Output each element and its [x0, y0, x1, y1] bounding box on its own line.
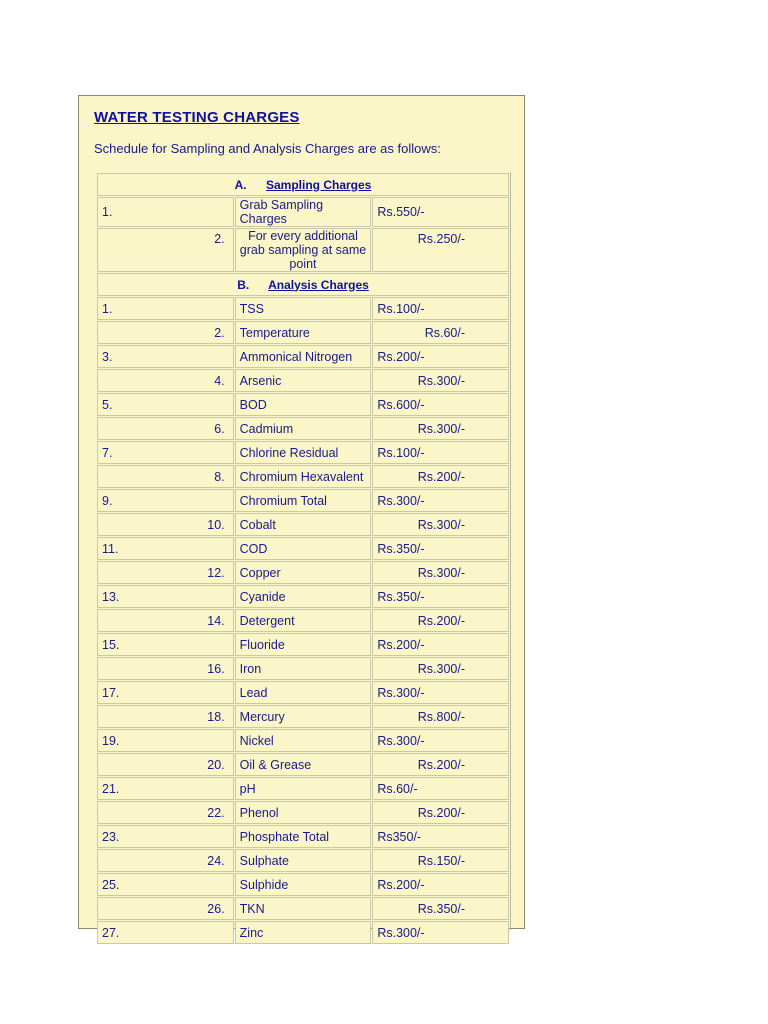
row-number: 17. [97, 681, 234, 704]
table-row [97, 465, 509, 488]
row-number: 6. [97, 417, 234, 440]
row-price: Rs.250/- [372, 228, 509, 272]
row-number: 24. [97, 849, 234, 872]
table-row [97, 777, 509, 800]
row-number: 20. [97, 753, 234, 776]
table-row [97, 417, 509, 440]
row-item-name: Detergent [235, 609, 372, 632]
row-item-name: Chromium Total [235, 489, 372, 512]
row-number: 23. [97, 825, 234, 848]
row-item-name: For every additional grab sampling at same point [235, 228, 372, 272]
row-item-name: Nickel [235, 729, 372, 752]
row-price: Rs.300/- [372, 369, 509, 392]
table-row [97, 609, 509, 632]
row-price: Rs.300/- [372, 729, 509, 752]
table-row [97, 297, 509, 320]
row-price: Rs.100/- [372, 441, 509, 464]
charges-table-body [97, 173, 509, 944]
row-number: 13. [97, 585, 234, 608]
table-row [97, 849, 509, 872]
table-row [97, 345, 509, 368]
row-price: Rs.200/- [372, 465, 509, 488]
row-price: Rs.200/- [372, 753, 509, 776]
table-row [97, 897, 509, 920]
section-header-sampling [97, 173, 509, 196]
table-row [97, 729, 509, 752]
row-number: 8. [97, 465, 234, 488]
row-number: 7. [97, 441, 234, 464]
row-number: 22. [97, 801, 234, 824]
row-item-name: Mercury [235, 705, 372, 728]
row-item-name: Temperature [235, 321, 372, 344]
row-item-name: Chlorine Residual [235, 441, 372, 464]
row-item-name: Grab Sampling Charges [235, 197, 372, 227]
row-price: Rs.300/- [372, 561, 509, 584]
section-label: Sampling Charges [265, 177, 372, 192]
table-row [97, 228, 509, 272]
row-number: 14. [97, 609, 234, 632]
charges-table [96, 172, 510, 945]
row-price: Rs.100/- [372, 297, 509, 320]
row-price: Rs.200/- [372, 345, 509, 368]
row-item-name: Chromium Hexavalent [235, 465, 372, 488]
row-item-name: TKN [235, 897, 372, 920]
table-row [97, 585, 509, 608]
table-row [97, 753, 509, 776]
section-letter: B. [237, 277, 250, 292]
row-item-name: TSS [235, 297, 372, 320]
row-price: Rs.300/- [372, 921, 509, 944]
section-header-analysis [97, 273, 509, 296]
section-header-cell [97, 173, 509, 196]
row-item-name: COD [235, 537, 372, 560]
row-number: 9. [97, 489, 234, 512]
table-row [97, 513, 509, 536]
row-item-name: Sulphate [235, 849, 372, 872]
table-row [97, 537, 509, 560]
row-price: Rs.300/- [372, 681, 509, 704]
row-item-name: Copper [235, 561, 372, 584]
row-item-name: Zinc [235, 921, 372, 944]
row-number: 18. [97, 705, 234, 728]
row-number: 12. [97, 561, 234, 584]
section-label: Analysis Charges [268, 277, 369, 292]
row-price: Rs.60/- [372, 321, 509, 344]
row-price: Rs.350/- [372, 585, 509, 608]
table-row [97, 705, 509, 728]
row-price: Rs.350/- [372, 537, 509, 560]
section-letter: A. [234, 177, 247, 192]
row-number: 25. [97, 873, 234, 896]
row-item-name: Phenol [235, 801, 372, 824]
table-row [97, 561, 509, 584]
table-row [97, 321, 509, 344]
row-price: Rs.150/- [372, 849, 509, 872]
row-item-name: Cyanide [235, 585, 372, 608]
row-number: 3. [97, 345, 234, 368]
row-item-name: Sulphide [235, 873, 372, 896]
table-row [97, 393, 509, 416]
section-header-cell [97, 273, 509, 296]
row-number: 26. [97, 897, 234, 920]
table-edge [510, 172, 511, 930]
row-number: 27. [97, 921, 234, 944]
row-item-name: Lead [235, 681, 372, 704]
row-item-name: Iron [235, 657, 372, 680]
row-number: 2. [97, 228, 234, 272]
row-number: 16. [97, 657, 234, 680]
row-number: 21. [97, 777, 234, 800]
row-item-name: Ammonical Nitrogen [235, 345, 372, 368]
table-row [97, 657, 509, 680]
row-price: Rs.350/- [372, 897, 509, 920]
row-item-name: Cadmium [235, 417, 372, 440]
row-item-name: Cobalt [235, 513, 372, 536]
row-price: Rs.200/- [372, 609, 509, 632]
row-price: Rs.200/- [372, 801, 509, 824]
row-price: Rs350/- [372, 825, 509, 848]
table-row [97, 681, 509, 704]
row-number: 15. [97, 633, 234, 656]
row-number: 1. [97, 297, 234, 320]
row-item-name: Oil & Grease [235, 753, 372, 776]
row-number: 2. [97, 321, 234, 344]
table-row [97, 873, 509, 896]
table-row [97, 197, 509, 227]
row-number: 10. [97, 513, 234, 536]
row-item-name: Fluoride [235, 633, 372, 656]
row-item-name: BOD [235, 393, 372, 416]
row-price: Rs.200/- [372, 873, 509, 896]
page-subtitle: Schedule for Sampling and Analysis Charges are as follows: [94, 141, 441, 156]
row-number: 4. [97, 369, 234, 392]
row-number: 11. [97, 537, 234, 560]
row-number: 19. [97, 729, 234, 752]
table-row [97, 921, 509, 944]
row-price: Rs.200/- [372, 633, 509, 656]
charges-panel [78, 95, 525, 940]
page-title: WATER TESTING CHARGES [94, 109, 300, 126]
row-price: Rs.800/- [372, 705, 509, 728]
table-row [97, 801, 509, 824]
row-price: Rs.300/- [372, 417, 509, 440]
table-row [97, 825, 509, 848]
table-row [97, 633, 509, 656]
row-price: Rs.60/- [372, 777, 509, 800]
row-item-name: Phosphate Total [235, 825, 372, 848]
row-item-name: Arsenic [235, 369, 372, 392]
table-row [97, 489, 509, 512]
row-item-name: pH [235, 777, 372, 800]
row-price: Rs.300/- [372, 489, 509, 512]
row-price: Rs.300/- [372, 657, 509, 680]
row-number: 1. [97, 197, 234, 227]
charges-table-container [95, 172, 511, 940]
table-row [97, 441, 509, 464]
row-price: Rs.550/- [372, 197, 509, 227]
row-price: Rs.300/- [372, 513, 509, 536]
table-row [97, 369, 509, 392]
row-number: 5. [97, 393, 234, 416]
row-price: Rs.600/- [372, 393, 509, 416]
